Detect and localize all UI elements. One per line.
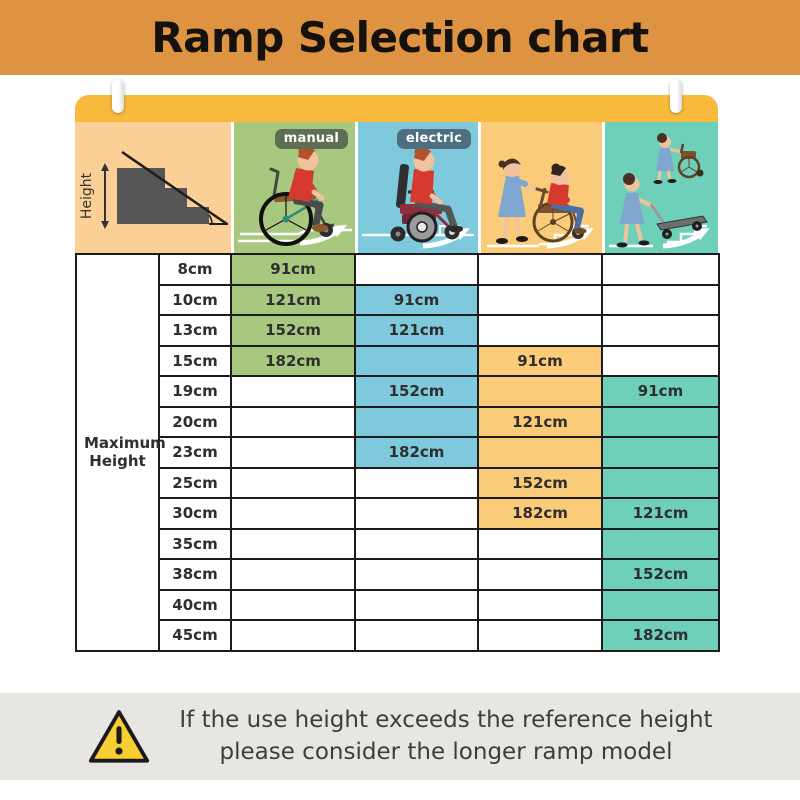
hanger-hook-right-icon	[670, 79, 682, 113]
electric-ramp-length-cell	[355, 346, 478, 377]
attendant-ramp-length-cell	[478, 559, 602, 590]
electric-ramp-length-cell	[355, 620, 478, 651]
manual-ramp-length-cell	[231, 437, 355, 468]
manual-ramp-length-cell	[231, 620, 355, 651]
trolley-ramp-length-cell: 121cm	[602, 498, 719, 529]
height-cell: 25cm	[159, 468, 231, 499]
table-row	[76, 407, 719, 438]
height-diagram-cell	[75, 122, 231, 253]
row-header-maximum-height: Maximum Height	[76, 254, 159, 651]
title-banner	[0, 0, 800, 75]
trolley-column-header	[605, 122, 718, 253]
manual-ramp-length-cell	[231, 468, 355, 499]
trolley-ramp-length-cell	[602, 407, 719, 438]
trolley-ramp-length-cell	[602, 254, 719, 285]
height-cell: 8cm	[159, 254, 231, 285]
attendant-ramp-length-cell	[478, 315, 602, 346]
manual-ramp-length-cell: 121cm	[231, 285, 355, 316]
table-row	[76, 437, 719, 468]
trolley-ramp-length-cell	[602, 437, 719, 468]
attendant-ramp-length-cell: 121cm	[478, 407, 602, 438]
electric-ramp-length-cell: 121cm	[355, 315, 478, 346]
stairs-ramp-height-icon	[75, 122, 231, 253]
manual-ramp-length-cell: 152cm	[231, 315, 355, 346]
table-row	[76, 315, 719, 346]
table-row	[76, 376, 719, 407]
manual-ramp-length-cell	[231, 559, 355, 590]
height-cell: 10cm	[159, 285, 231, 316]
manual-ramp-length-cell	[231, 529, 355, 560]
electric-ramp-length-cell: 91cm	[355, 285, 478, 316]
attendant-ramp-length-cell: 152cm	[478, 468, 602, 499]
height-cell: 20cm	[159, 407, 231, 438]
chart-header-row	[75, 122, 718, 253]
manual-ramp-length-cell: 182cm	[231, 346, 355, 377]
attendant-ramp-length-cell	[478, 376, 602, 407]
table-row	[76, 559, 719, 590]
height-cell: 38cm	[159, 559, 231, 590]
attendant-ramp-length-cell	[478, 590, 602, 621]
manual-ramp-length-cell	[231, 498, 355, 529]
ramp-chart-board	[75, 95, 718, 652]
attendant-ramp-length-cell	[478, 620, 602, 651]
electric-ramp-length-cell	[355, 559, 478, 590]
trolley-ramp-length-cell	[602, 529, 719, 560]
board-top-bar	[75, 95, 718, 122]
height-cell: 40cm	[159, 590, 231, 621]
attendant-ramp-length-cell: 91cm	[478, 346, 602, 377]
table-row	[76, 498, 719, 529]
trolley-ramp-length-cell: 152cm	[602, 559, 719, 590]
height-cell: 30cm	[159, 498, 231, 529]
electric-ramp-length-cell	[355, 529, 478, 560]
height-label: Height	[79, 172, 95, 220]
electric-ramp-length-cell	[355, 254, 478, 285]
attendant-ramp-length-cell	[478, 285, 602, 316]
page-title: Ramp Selection chart	[151, 13, 649, 62]
warning-footer	[0, 693, 800, 780]
electric-wheelchair-column-header	[358, 122, 478, 253]
attendant-ramp-length-cell: 182cm	[478, 498, 602, 529]
trolley-ramp-length-cell	[602, 346, 719, 377]
table-row	[76, 346, 719, 377]
trolley-ramp-length-cell: 182cm	[602, 620, 719, 651]
electric-ramp-length-cell: 152cm	[355, 376, 478, 407]
height-cell: 45cm	[159, 620, 231, 651]
electric-badge: electric	[397, 129, 471, 149]
attendant-wheelchair-column-header	[481, 122, 602, 253]
attendant-ramp-length-cell	[478, 437, 602, 468]
height-cell: 13cm	[159, 315, 231, 346]
table-row	[76, 529, 719, 560]
electric-ramp-length-cell	[355, 498, 478, 529]
height-cell: 19cm	[159, 376, 231, 407]
warning-text	[179, 705, 712, 767]
trolley-ramp-length-cell	[602, 315, 719, 346]
trolley-ramp-length-cell	[602, 285, 719, 316]
electric-ramp-length-cell	[355, 468, 478, 499]
manual-wheelchair-column-header	[234, 122, 355, 253]
hanger-hook-left-icon	[112, 79, 124, 113]
trolley-ramp-length-cell: 91cm	[602, 376, 719, 407]
electric-ramp-length-cell	[355, 590, 478, 621]
height-cell: 23cm	[159, 437, 231, 468]
table-row	[76, 285, 719, 316]
table-row	[76, 590, 719, 621]
trolley-ramp-length-cell	[602, 468, 719, 499]
trolley-and-wheelchair-icon	[605, 122, 718, 253]
manual-ramp-length-cell	[231, 590, 355, 621]
height-cell: 15cm	[159, 346, 231, 377]
table-row	[76, 620, 719, 651]
attendant-ramp-length-cell	[478, 254, 602, 285]
electric-ramp-length-cell: 182cm	[355, 437, 478, 468]
warning-triangle-icon	[87, 708, 151, 766]
manual-badge: manual	[275, 129, 348, 149]
warning-line-2: please consider the longer ramp model	[219, 738, 673, 765]
table-row	[76, 468, 719, 499]
table-row	[76, 254, 719, 285]
height-cell: 35cm	[159, 529, 231, 560]
manual-ramp-length-cell	[231, 376, 355, 407]
manual-ramp-length-cell: 91cm	[231, 254, 355, 285]
attendant-pushed-wheelchair-icon	[481, 122, 602, 253]
attendant-ramp-length-cell	[478, 529, 602, 560]
table-body	[76, 254, 719, 651]
trolley-ramp-length-cell	[602, 590, 719, 621]
warning-line-1: If the use height exceeds the reference height	[179, 707, 713, 734]
manual-ramp-length-cell	[231, 407, 355, 438]
electric-ramp-length-cell	[355, 407, 478, 438]
ramp-selection-table	[75, 253, 720, 652]
